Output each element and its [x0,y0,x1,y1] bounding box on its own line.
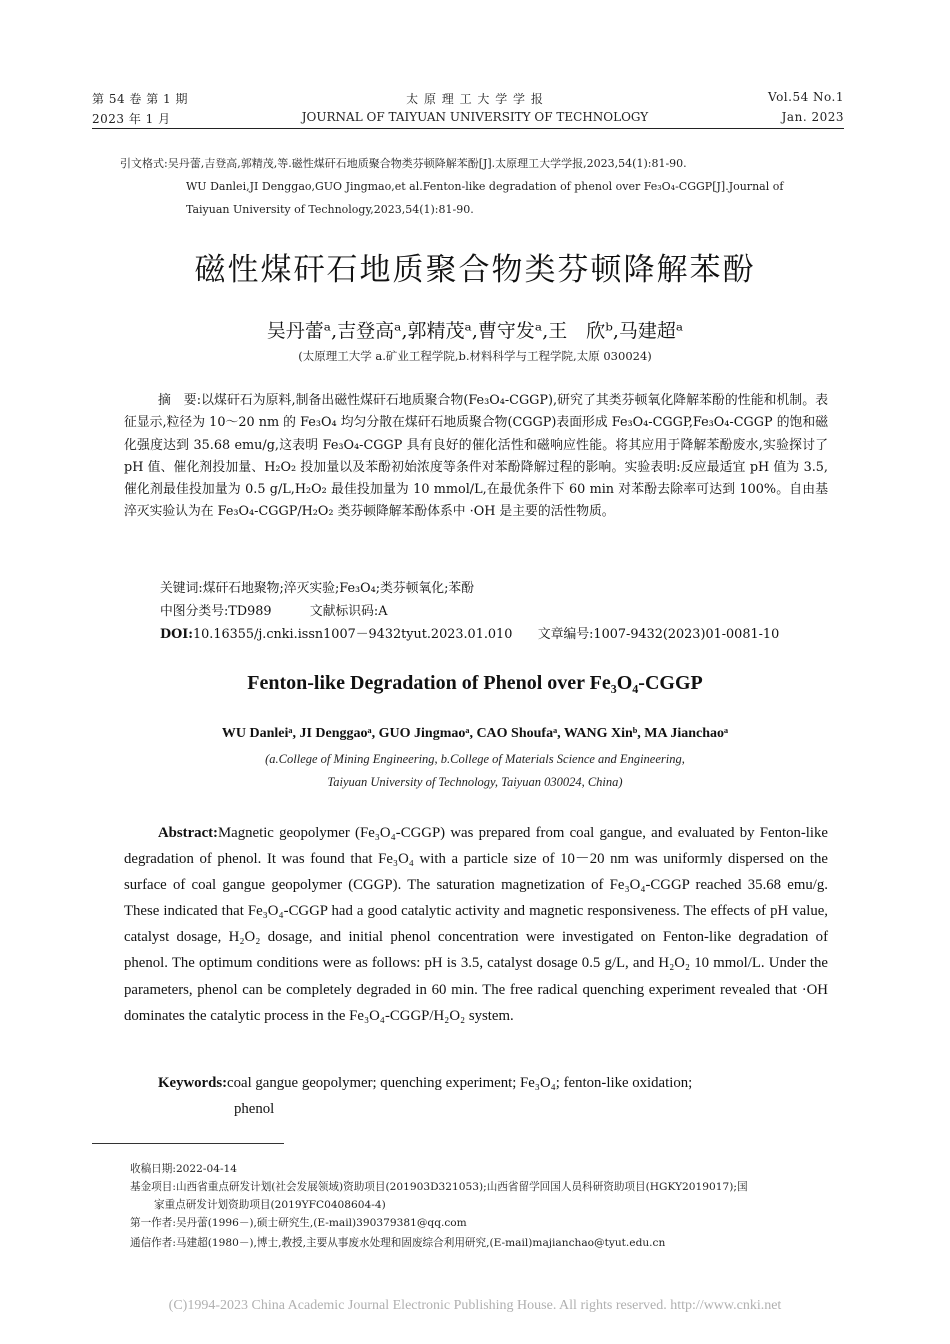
classification-cn: 中图分类号:TD989 文献标识码:A [160,604,388,619]
abstract-en-label: Abstract: [158,825,218,841]
header-journal-en: JOURNAL OF TAIYUAN UNIVERSITY OF TECHNOLOGY [301,110,649,124]
footnote-corresponding: 通信作者:马建超(1980－),博士,教授,主要从事废水处理和固废综合利用研究,(E-mail)majianchao@tyut.edu.cn [130,1237,666,1249]
footnote-received: 收稿日期:2022-04-14 [130,1163,238,1175]
keywords-en-label: Keywords: [158,1075,228,1091]
header-journal-cn: 太 原 理 工 大 学 学 报 [406,92,544,106]
citation-line-2: WU Danlei,JI Denggao,GUO Jingmao,et al.Fenton-like degradation of phenol over Fe₃O₄-CGGP[J].Journal of [186,180,784,193]
footnote-fund-2: 家重点研发计划资助项目(2019YFC0408604-4) [154,1199,386,1211]
affiliation-cn: (太原理工大学 a.矿业工程学院,b.材料科学与工程学院,太原 030024) [298,349,652,363]
keywords-cn: 关键词:煤矸石地聚物;淬灭实验;Fe₃O₄;类芬顿氧化;苯酚 [160,581,474,596]
doi-text: 10.16355/j.cnki.issn1007－9432tyut.2023.01.010 文章编号:1007-9432(2023)01-0081-10 [192,627,780,642]
doi-label: DOI: [160,627,193,642]
title-cn: 磁性煤矸石地质聚合物类芬顿降解苯酚 [194,252,756,288]
citation-line-3: Taiyuan University of Technology,2023,54(1):81-90. [186,203,474,216]
header-rule [92,128,844,129]
authors-cn: 吴丹蕾ᵃ,吉登高ᵃ,郭精茂ᵃ,曹守发ᵃ,王 欣ᵇ,马建超ᵃ [266,320,684,342]
doi-line [160,623,779,642]
abstract-cn-text: 以煤矸石为原料,制备出磁性煤矸石地质聚合物(Fe₃O₄-CGGP),研究了其类芬顿氧化降解苯酚的性能和机制。表征显示,粒径为 10～20 nm 的 Fe₃O₄ 均匀分散在煤矸石地质聚合物(CGGP)表面形成 Fe₃O₄-CGGP,Fe₃O₄-CGGP 的饱和磁化强度达到 35.68 emu/g,这表明 Fe₃O₄-CGGP 具有良好的催化活性和磁响应性能。将其应用于降解苯酚废水,实验探讨了 pH 值、催化剂投加量、H₂O₂ 投加量以及苯酚初始浓度等条件对苯酚降解过程的影响。实验表明:反应最适宜 pH 值为 3.5,催化剂最佳投加量为 0.5 g/L,H₂O₂ 最佳投加量为 10 mmol/L,在最优条件下 60 min 对苯酚去除率可达到 100%。自由基淬灭实验认为在 Fe₃O₄-CGGP/H₂O₂ 类芬顿降解苯酚体系中 ·OH 是主要的活性物质。 [124,393,829,520]
header-volume-cn: 第 54 卷 第 1 期 [92,92,188,106]
title-en: Fenton-like Degradation of Phenol over Fe₃O₄-CGGP [247,672,703,694]
header-date-en: Jan. 2023 [781,110,844,124]
footnote-rule [92,1143,284,1144]
authors-en: WU Danleiᵃ, JI Denggaoᵃ, GUO Jingmaoᵃ, CAO Shoufaᵃ, WANG Xinᵇ, MA Jianchaoᵃ [221,726,729,741]
affiliation-en-2: Taiyuan University of Technology, Taiyuan 030024, China) [327,775,623,789]
abstract-cn [124,390,828,524]
keywords-en [124,1070,828,1122]
keywords-en-line-2: phenol [234,1101,275,1117]
header-date-cn: 2023 年 1 月 [92,112,171,126]
citation-block [120,152,865,221]
header-volume-en: Vol.54 No.1 [768,90,844,104]
affiliation-en-1: (a.College of Mining Engineering, b.College of Materials Science and Engineering, [265,752,685,766]
citation-line-1: 引文格式:吴丹蕾,吉登高,郭精茂,等.磁性煤矸石地质聚合物类芬顿降解苯酚[J].太原理工大学学报,2023,54(1):81-90. [120,157,687,170]
abstract-en-text: Magnetic geopolymer (Fe₃O₄-CGGP) was prepared from coal gangue, and evaluated by Fenton-like degradation of phenol. It was found that Fe₃O₄ with a particle size of 10－20 nm was uniformly dispersed on the surface of coal gangue geopolymer (CGGP). The saturation magnetization of Fe₃O₄-CGGP reached 35.68 emu/g. These indicated that Fe₃O₄-CGGP had a good catalytic activity and magnetic responsiveness. The effects of pH value, catalyst dosage, H₂O₂ dosage, and initial phenol concentration were investigated on Fenton-like degradation of phenol. The optimum conditions were as follows: pH is 3.5, catalyst dosage 0.5 g/L, and H₂O₂ 10 mmol/L. Under the parameters, phenol can be completely degraded in 60 min. The free radical quenching experiment revealed that ·OH dominates the catalytic process in the Fe₃O₄-CGGP/H₂O₂ system. [124,825,828,1024]
abstract-cn-label: 摘 要: [158,393,202,408]
footnote-fund-1: 基金项目:山西省重点研发计划(社会发展领域)资助项目(201903D321053);山西省留学回国人员科研资助项目(HGKY2019017);国 [130,1181,748,1193]
footnote-first-author: 第一作者:吴丹蕾(1996－),硕士研究生,(E-mail)390379381@qq.com [130,1217,467,1229]
keywords-en-line-1: coal gangue geopolymer; quenching experiment; Fe₃O₄; fenton-like oxidation; [227,1075,693,1091]
abstract-en [124,820,828,1029]
copyright-watermark: (C)1994-2023 China Academic Journal Electronic Publishing House. All rights reserved. http://www.cnki.net [168,1298,782,1313]
